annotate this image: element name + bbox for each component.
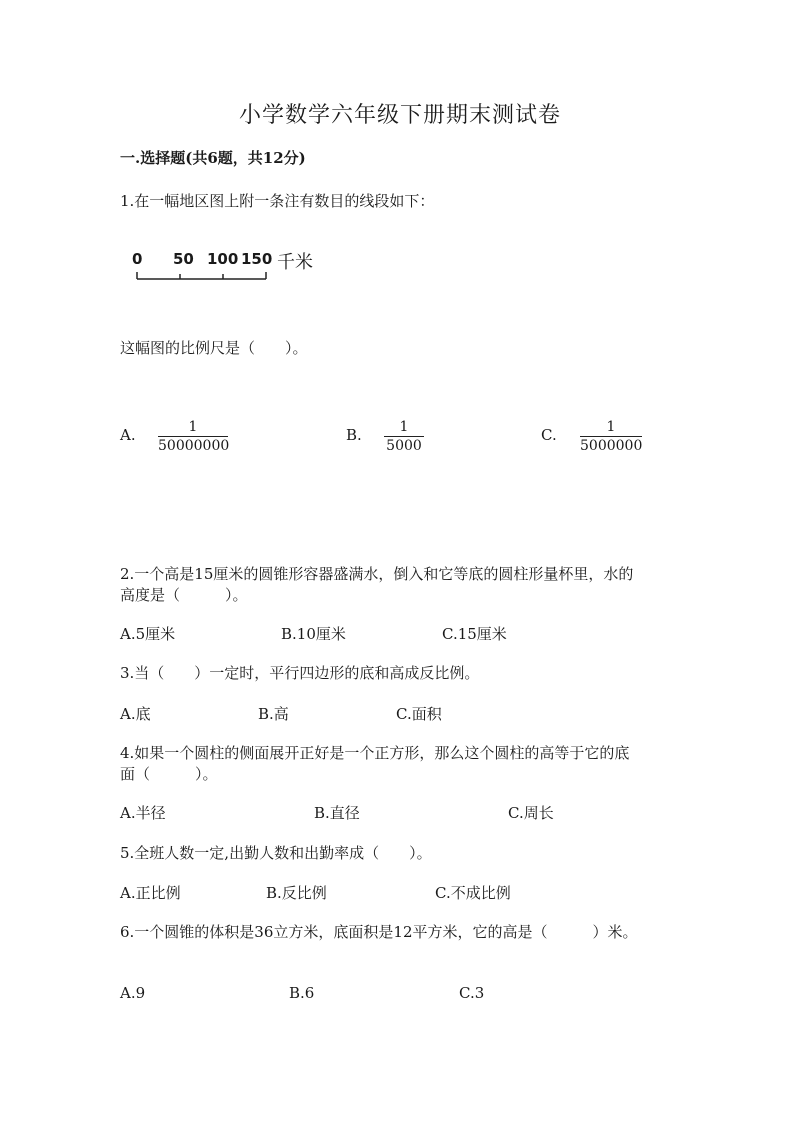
q1-option-b-fraction [384,418,424,455]
page-title: 小学数学六年级下册期末测试卷 [238,103,561,128]
question-3-stem: 3.当（ ）一定时，平行四边形的底和高成反比例。 [120,664,480,682]
question-4-line-1: 4.如果一个圆柱的侧面展开正好是一个正方形，那么这个圆柱的高等于它的底 [120,744,630,762]
q1-option-a-letter[interactable]: A. [120,426,136,444]
q5-option-b[interactable]: B.反比例 [266,884,327,902]
scale-unit: 千米 [277,252,313,273]
q3-option-b[interactable]: B.高 [258,705,289,723]
scale-label-0: 0 [132,250,143,268]
q4-option-c[interactable]: C.周长 [508,804,554,822]
q1-option-b-letter[interactable]: B. [346,426,362,444]
q1-option-c-letter[interactable]: C. [541,426,557,444]
q1-option-a-fraction [158,418,228,455]
q5-option-a[interactable]: A.正比例 [120,884,181,902]
q1-option-a-denominator: 50000000 [158,438,230,454]
q6-option-b[interactable]: B.6 [289,984,315,1002]
section-heading: 一.选择题(共6题，共12分) [120,149,306,167]
q1-option-a-numerator: 1 [188,419,198,435]
q6-option-c[interactable]: C.3 [459,984,485,1002]
question-2-line-2: 高度是（ ）。 [120,586,248,604]
q2-option-a[interactable]: A.5厘米 [120,625,176,643]
question-1-stem: 1.在一幅地区图上附一条注有数目的线段如下： [120,192,435,210]
q1-option-c-numerator: 1 [606,419,616,435]
q1-option-b-numerator: 1 [399,419,409,435]
scale-line [130,268,270,284]
q4-option-a[interactable]: A.半径 [120,804,166,822]
scale-label-150: 150 [241,250,273,268]
scale-label-50: 50 [173,250,194,268]
question-5-stem: 5.全班人数一定,出勤人数和出勤率成（ ）。 [120,844,432,862]
q3-option-a[interactable]: A.底 [120,705,151,723]
question-1-prompt: 这幅图的比例尺是（ ）。 [120,339,308,357]
q1-option-c-fraction [580,418,642,455]
q2-option-c[interactable]: C.15厘米 [442,625,507,643]
question-6-stem: 6.一个圆锥的体积是36立方米，底面积是12平方米，它的高是（ ）米。 [120,923,638,941]
question-4-line-2: 面（ ）。 [120,765,218,783]
q2-option-b[interactable]: B.10厘米 [281,625,346,643]
q1-option-c-denominator: 5000000 [580,438,643,454]
q1-option-b-denominator: 5000 [386,438,422,454]
scale-label-100: 100 [207,250,239,268]
scale-bar-figure [130,246,330,286]
q4-option-b[interactable]: B.直径 [314,804,360,822]
question-2-line-1: 2.一个高是15厘米的圆锥形容器盛满水，倒入和它等底的圆柱形量杯里，水的 [120,565,634,583]
q5-option-c[interactable]: C.不成比例 [435,884,511,902]
q3-option-c[interactable]: C.面积 [396,705,442,723]
q6-option-a[interactable]: A.9 [120,984,146,1002]
